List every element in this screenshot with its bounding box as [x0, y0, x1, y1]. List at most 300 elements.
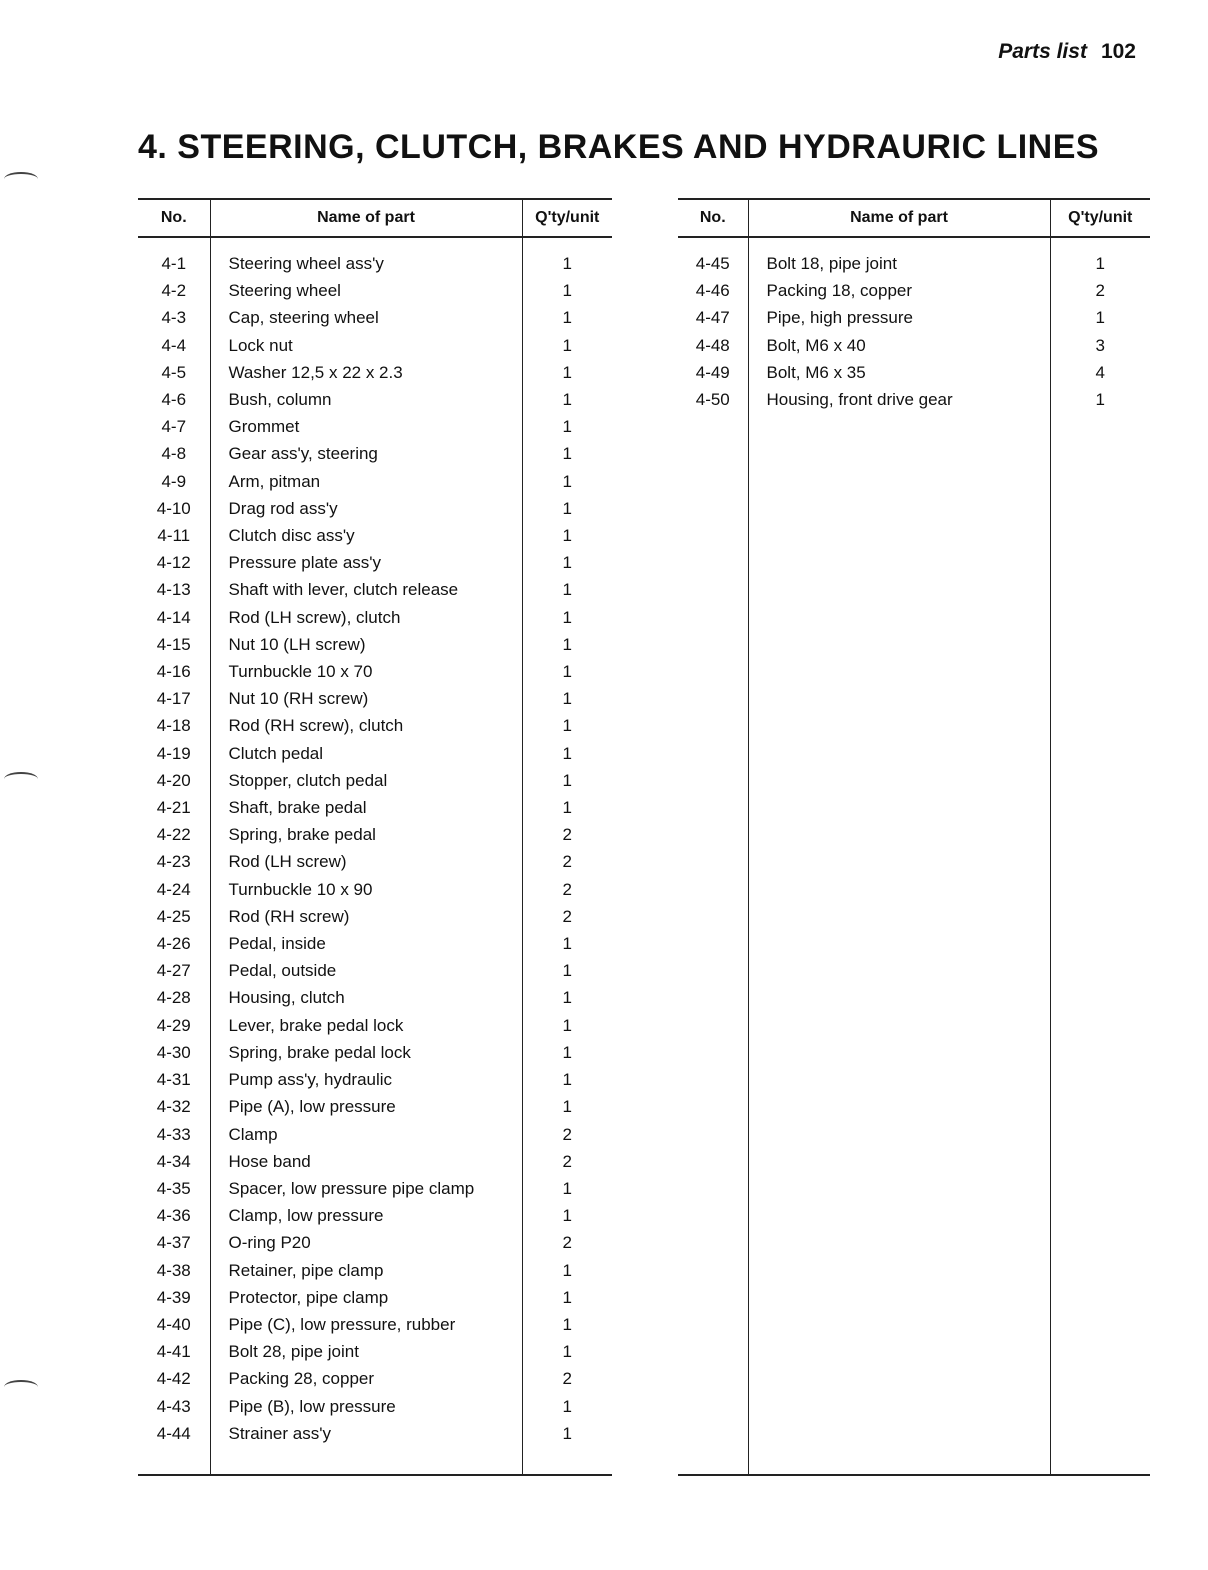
part-number [678, 1066, 748, 1093]
part-name: Packing 18, copper [748, 277, 1050, 304]
part-number [678, 604, 748, 631]
part-qty: 1 [562, 634, 572, 654]
part-qty [1050, 1011, 1150, 1038]
table-row [678, 1147, 1150, 1174]
part-number: 4-13 [138, 576, 210, 603]
part-number [678, 848, 748, 875]
part-number [678, 1011, 748, 1038]
table-row [138, 1284, 612, 1311]
part-number [678, 1392, 748, 1419]
part-qty [1050, 1120, 1150, 1147]
table-row [678, 359, 1150, 386]
part-qty: 4 [1095, 362, 1105, 382]
part-number: 4-23 [138, 848, 210, 875]
part-name: Clamp [210, 1121, 522, 1148]
part-name: Packing 28, copper [210, 1365, 522, 1392]
table-row [678, 522, 1150, 549]
part-name: Grommet [210, 413, 522, 440]
part-number [678, 1229, 748, 1256]
table-row [138, 386, 612, 413]
part-qty [1050, 440, 1150, 467]
part-name: Pipe (B), low pressure [210, 1393, 522, 1420]
table-row [138, 1420, 612, 1447]
part-name [748, 658, 1050, 685]
column-header-name: Name of part [210, 199, 522, 237]
part-number: 4-32 [138, 1093, 210, 1120]
part-number [678, 631, 748, 658]
page-header [998, 40, 1136, 64]
table-row [138, 712, 612, 739]
part-qty: 1 [562, 662, 572, 682]
part-qty: 1 [562, 770, 572, 790]
part-qty: 2 [562, 906, 572, 926]
column-header-no: No. [678, 199, 748, 237]
table-row [678, 1446, 1150, 1474]
part-number: 4-24 [138, 876, 210, 903]
table-row [678, 903, 1150, 930]
part-number [678, 712, 748, 739]
part-number [678, 1256, 748, 1283]
table-row [678, 549, 1150, 576]
part-qty: 1 [562, 743, 572, 763]
part-number: 4-44 [138, 1420, 210, 1447]
table-row [138, 1039, 612, 1066]
part-qty [1050, 1256, 1150, 1283]
part-number: 4-10 [138, 495, 210, 522]
part-name: Shaft, brake pedal [210, 794, 522, 821]
part-name: Turnbuckle 10 x 90 [210, 876, 522, 903]
part-name [748, 957, 1050, 984]
part-name [748, 794, 1050, 821]
part-name [748, 1229, 1050, 1256]
part-name [748, 1392, 1050, 1419]
part-name: Bolt, M6 x 40 [748, 332, 1050, 359]
part-name [748, 1039, 1050, 1066]
column-header-name: Name of part [748, 199, 1050, 237]
part-name: Spring, brake pedal lock [210, 1039, 522, 1066]
table-row [138, 1202, 612, 1229]
part-name: Protector, pipe clamp [210, 1284, 522, 1311]
part-name: Bolt 28, pipe joint [210, 1338, 522, 1365]
table-row [138, 1066, 612, 1093]
table-row [678, 1283, 1150, 1310]
part-number [678, 875, 748, 902]
table-row [138, 957, 612, 984]
part-name [748, 739, 1050, 766]
part-name [748, 468, 1050, 495]
part-qty [1050, 1419, 1150, 1446]
part-name: Clutch pedal [210, 740, 522, 767]
table-row [138, 277, 612, 304]
part-number: 4-12 [138, 549, 210, 576]
part-name [748, 440, 1050, 467]
part-number [678, 1283, 748, 1310]
part-name: Washer 12,5 x 22 x 2.3 [210, 359, 522, 386]
part-number [138, 1447, 210, 1475]
part-number: 4-2 [138, 277, 210, 304]
part-qty: 1 [562, 961, 572, 981]
part-qty: 1 [562, 1423, 572, 1443]
table-row [678, 1011, 1150, 1038]
part-number [678, 522, 748, 549]
table-row [678, 1066, 1150, 1093]
part-qty: 1 [562, 553, 572, 573]
part-qty [1050, 1283, 1150, 1310]
part-qty [1050, 1446, 1150, 1474]
part-name: Spacer, low pressure pipe clamp [210, 1175, 522, 1202]
part-qty: 1 [562, 934, 572, 954]
part-number [678, 658, 748, 685]
part-qty [1050, 1365, 1150, 1392]
part-number: 4-17 [138, 685, 210, 712]
part-qty: 1 [562, 1042, 572, 1062]
table-row [138, 794, 612, 821]
part-name: Lock nut [210, 332, 522, 359]
part-qty: 1 [562, 1396, 572, 1416]
table-row [678, 1174, 1150, 1201]
table-row [678, 1229, 1150, 1256]
part-qty: 1 [562, 1287, 572, 1307]
part-number: 4-37 [138, 1229, 210, 1256]
table-row [678, 1256, 1150, 1283]
table-row [678, 304, 1150, 331]
table-row [678, 277, 1150, 304]
part-name: Rod (RH screw), clutch [210, 712, 522, 739]
table-row [138, 413, 612, 440]
part-qty [1050, 821, 1150, 848]
part-name [748, 685, 1050, 712]
part-name: O-ring P20 [210, 1229, 522, 1256]
table-row [138, 848, 612, 875]
part-name: Housing, clutch [210, 984, 522, 1011]
part-qty [1050, 576, 1150, 603]
part-name [748, 1338, 1050, 1365]
part-name: Retainer, pipe clamp [210, 1257, 522, 1284]
table-row [678, 1310, 1150, 1337]
page-number: 102 [1100, 40, 1136, 63]
part-number [678, 1310, 748, 1337]
part-name [748, 875, 1050, 902]
part-name: Bolt 18, pipe joint [748, 250, 1050, 277]
part-number [678, 495, 748, 522]
part-number [678, 1039, 748, 1066]
parts-table-left [138, 198, 612, 1476]
page-title: 4. STEERING, CLUTCH, BRAKES AND HYDRAURIC LINES [138, 128, 1100, 166]
part-qty [1050, 930, 1150, 957]
table-row [138, 576, 612, 603]
part-number: 4-36 [138, 1202, 210, 1229]
part-number: 4-45 [678, 250, 748, 277]
part-number [678, 1202, 748, 1229]
part-number: 4-39 [138, 1284, 210, 1311]
part-number [678, 1446, 748, 1474]
part-qty: 1 [562, 1314, 572, 1334]
part-name: Pressure plate ass'y [210, 549, 522, 576]
part-number [678, 984, 748, 1011]
part-number: 4-43 [138, 1393, 210, 1420]
table-row [678, 794, 1150, 821]
table-row [678, 685, 1150, 712]
part-qty: 1 [562, 988, 572, 1008]
table-row [678, 440, 1150, 467]
part-number: 4-48 [678, 332, 748, 359]
table-row [678, 957, 1150, 984]
part-number: 4-47 [678, 304, 748, 331]
part-name [748, 1283, 1050, 1310]
table-row [138, 1365, 612, 1392]
part-qty [1050, 767, 1150, 794]
part-name: Clutch disc ass'y [210, 522, 522, 549]
part-name [748, 631, 1050, 658]
part-qty: 1 [562, 1178, 572, 1198]
part-name: Housing, front drive gear [748, 386, 1050, 413]
part-name: Nut 10 (RH screw) [210, 685, 522, 712]
part-qty [1050, 1066, 1150, 1093]
part-qty: 2 [562, 852, 572, 872]
column-header-qty: Q'ty/unit [1050, 199, 1150, 237]
part-number: 4-15 [138, 631, 210, 658]
part-qty: 1 [562, 1260, 572, 1280]
part-qty: 1 [562, 254, 572, 273]
part-number: 4-42 [138, 1365, 210, 1392]
part-name [748, 413, 1050, 440]
margin-mark [4, 172, 38, 186]
part-number: 4-6 [138, 386, 210, 413]
table-row [678, 984, 1150, 1011]
table-row [138, 1121, 612, 1148]
table-row [138, 685, 612, 712]
part-number: 4-35 [138, 1175, 210, 1202]
part-qty: 2 [562, 1233, 572, 1253]
part-qty: 1 [562, 526, 572, 546]
part-qty: 1 [562, 1206, 572, 1226]
part-qty [1050, 1093, 1150, 1120]
part-name [748, 848, 1050, 875]
table-row [138, 930, 612, 957]
part-number [678, 576, 748, 603]
part-number: 4-18 [138, 712, 210, 739]
part-qty [1050, 957, 1150, 984]
part-number [678, 1419, 748, 1446]
part-qty: 1 [562, 1342, 572, 1362]
part-name [748, 576, 1050, 603]
table-row [678, 250, 1150, 277]
margin-mark [4, 772, 38, 786]
part-number [678, 413, 748, 440]
part-number: 4-1 [138, 250, 210, 277]
table-row [138, 767, 612, 794]
table-row [678, 1392, 1150, 1419]
table-row [678, 658, 1150, 685]
part-qty: 1 [562, 335, 572, 355]
part-name [748, 1120, 1050, 1147]
table-row [138, 821, 612, 848]
part-qty [1050, 1147, 1150, 1174]
table-row [678, 1093, 1150, 1120]
part-qty [1050, 984, 1150, 1011]
part-number [678, 1120, 748, 1147]
part-number: 4-50 [678, 386, 748, 413]
part-number: 4-9 [138, 468, 210, 495]
margin-mark [4, 1380, 38, 1394]
part-number [678, 440, 748, 467]
part-qty: 2 [562, 1124, 572, 1144]
part-number [678, 1093, 748, 1120]
part-qty: 1 [1095, 308, 1105, 328]
part-name: Lever, brake pedal lock [210, 1012, 522, 1039]
part-name: Pump ass'y, hydraulic [210, 1066, 522, 1093]
table-row [138, 876, 612, 903]
table-row [678, 1202, 1150, 1229]
part-name: Rod (LH screw) [210, 848, 522, 875]
part-number [678, 685, 748, 712]
part-qty: 1 [562, 1097, 572, 1117]
part-name [748, 1011, 1050, 1038]
part-number [678, 1147, 748, 1174]
part-number: 4-30 [138, 1039, 210, 1066]
table-row [138, 522, 612, 549]
part-number: 4-33 [138, 1121, 210, 1148]
table-row [138, 604, 612, 631]
part-qty: 1 [562, 607, 572, 627]
part-qty: 1 [562, 471, 572, 491]
part-number: 4-25 [138, 903, 210, 930]
part-name [748, 903, 1050, 930]
part-name: Pedal, inside [210, 930, 522, 957]
table-row [138, 440, 612, 467]
table-row [138, 332, 612, 359]
table-row [138, 359, 612, 386]
part-name: Bolt, M6 x 35 [748, 359, 1050, 386]
part-name [748, 1202, 1050, 1229]
part-name [748, 984, 1050, 1011]
part-number: 4-46 [678, 277, 748, 304]
part-qty: 1 [562, 798, 572, 818]
part-name: Pipe (A), low pressure [210, 1093, 522, 1120]
part-number: 4-7 [138, 413, 210, 440]
part-name: Bush, column [210, 386, 522, 413]
part-name [748, 930, 1050, 957]
part-number: 4-8 [138, 440, 210, 467]
part-number: 4-5 [138, 359, 210, 386]
part-name: Cap, steering wheel [210, 304, 522, 331]
table-row [678, 631, 1150, 658]
part-qty [1050, 631, 1150, 658]
part-qty: 2 [562, 1369, 572, 1389]
part-name: Pedal, outside [210, 957, 522, 984]
part-number: 4-27 [138, 957, 210, 984]
part-qty: 1 [562, 281, 572, 301]
part-number: 4-41 [138, 1338, 210, 1365]
part-number [678, 821, 748, 848]
part-qty [1050, 739, 1150, 766]
table-row [678, 1120, 1150, 1147]
part-name [748, 767, 1050, 794]
table-row [678, 468, 1150, 495]
part-qty: 1 [562, 716, 572, 736]
part-name: Clamp, low pressure [210, 1202, 522, 1229]
part-name: Pipe (C), low pressure, rubber [210, 1311, 522, 1338]
part-qty: 1 [562, 498, 572, 518]
table-row [138, 1148, 612, 1175]
part-qty: 1 [562, 580, 572, 600]
column-header-qty: Q'ty/unit [522, 199, 612, 237]
part-name: Steering wheel [210, 277, 522, 304]
part-name: Steering wheel ass'y [210, 250, 522, 277]
part-qty [1050, 495, 1150, 522]
table-row [678, 1338, 1150, 1365]
part-name: Gear ass'y, steering [210, 440, 522, 467]
part-number [678, 549, 748, 576]
part-number: 4-28 [138, 984, 210, 1011]
part-number: 4-22 [138, 821, 210, 848]
part-qty [1050, 522, 1150, 549]
part-number: 4-34 [138, 1148, 210, 1175]
table-row [138, 1012, 612, 1039]
part-name [748, 1310, 1050, 1337]
part-qty [1050, 1229, 1150, 1256]
part-qty: 2 [562, 825, 572, 845]
table-row [678, 386, 1150, 413]
part-qty: 1 [562, 689, 572, 709]
part-name [748, 1419, 1050, 1446]
table-row [138, 984, 612, 1011]
part-qty [1050, 875, 1150, 902]
part-name [748, 1365, 1050, 1392]
part-qty: 2 [562, 1151, 572, 1171]
table-row [678, 1365, 1150, 1392]
part-name [748, 1174, 1050, 1201]
part-name: Turnbuckle 10 x 70 [210, 658, 522, 685]
part-qty [1050, 903, 1150, 930]
part-name: Nut 10 (LH screw) [210, 631, 522, 658]
part-number: 4-16 [138, 658, 210, 685]
part-name: Stopper, clutch pedal [210, 767, 522, 794]
part-number: 4-20 [138, 767, 210, 794]
part-number: 4-21 [138, 794, 210, 821]
part-name [210, 1447, 522, 1475]
part-number [678, 1174, 748, 1201]
table-row [678, 576, 1150, 603]
table-row [138, 1393, 612, 1420]
part-number: 4-4 [138, 332, 210, 359]
table-row [138, 1311, 612, 1338]
table-row [678, 767, 1150, 794]
part-qty [1050, 1202, 1150, 1229]
part-number: 4-38 [138, 1257, 210, 1284]
table-row [138, 1257, 612, 1284]
table-row [138, 495, 612, 522]
part-qty: 1 [1095, 254, 1105, 273]
part-name: Rod (RH screw) [210, 903, 522, 930]
table-row [678, 413, 1150, 440]
parts-table-left-body [138, 237, 612, 1475]
table-row [678, 875, 1150, 902]
part-number: 4-29 [138, 1012, 210, 1039]
part-name [748, 1066, 1050, 1093]
part-number [678, 1338, 748, 1365]
part-number [678, 1365, 748, 1392]
table-row [678, 712, 1150, 739]
part-qty [1050, 685, 1150, 712]
part-qty [1050, 1310, 1150, 1337]
part-qty [1050, 712, 1150, 739]
table-row [678, 739, 1150, 766]
parts-table-right [678, 198, 1150, 1476]
part-name [748, 549, 1050, 576]
part-qty: 3 [1095, 335, 1105, 355]
part-qty: 1 [562, 444, 572, 464]
